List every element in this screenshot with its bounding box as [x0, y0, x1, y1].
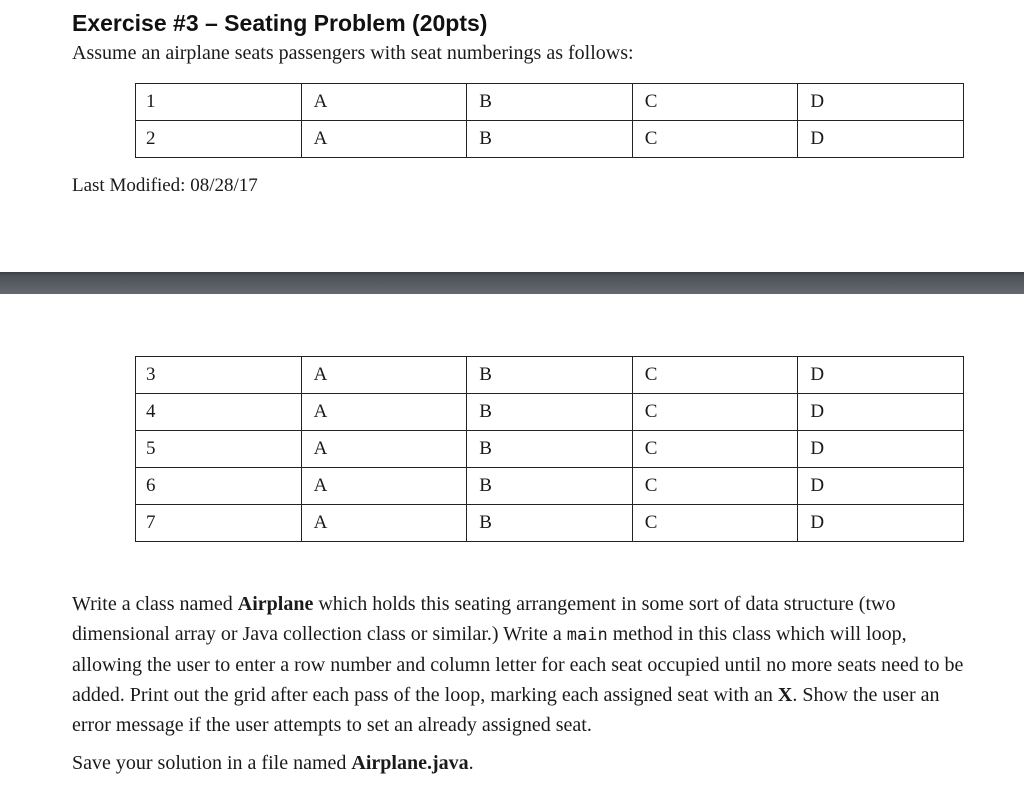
seat-cell: B — [467, 84, 633, 121]
table-row — [136, 84, 964, 121]
description-text: method in this class which will loop, allowing the user to enter a row number and column letter for each seat occupied until no more seats need to be added. Print out the grid after each pass of the loop, marking each assigned seat with an — [72, 623, 964, 706]
last-modified-footer: Last Modified: 08/28/17 — [72, 175, 258, 196]
seat-cell: A — [301, 84, 467, 121]
seat-cell: D — [798, 84, 964, 121]
exercise-title: Exercise #3 – Seating Problem (20pts) — [72, 10, 488, 36]
description-text: . Show the user an error message if the user attempts to set an already assigned seat. — [72, 684, 940, 736]
table-row — [136, 121, 964, 158]
seat-cell: D — [798, 394, 964, 431]
seat-cell: C — [632, 468, 798, 505]
seat-cell: C — [632, 431, 798, 468]
seat-cell: C — [632, 84, 798, 121]
seat-cell: D — [798, 357, 964, 394]
save-instruction — [72, 752, 474, 775]
row-number-cell: 1 — [136, 84, 302, 121]
table-row — [136, 431, 964, 468]
seat-cell: B — [467, 121, 633, 158]
seat-mark: X — [777, 684, 793, 706]
table-row — [136, 505, 964, 542]
seat-table-page-2 — [135, 356, 964, 542]
save-suffix: . — [468, 752, 474, 774]
save-text: Save your solution in a file named — [72, 752, 352, 774]
filename: Airplane.java — [351, 752, 469, 774]
seat-cell: C — [632, 357, 798, 394]
seat-cell: A — [301, 468, 467, 505]
seat-cell: B — [467, 468, 633, 505]
seat-cell: D — [798, 505, 964, 542]
seat-cell: D — [798, 468, 964, 505]
seat-table-body — [136, 357, 964, 542]
seat-cell: A — [301, 505, 467, 542]
seat-table-body — [136, 84, 964, 158]
assignment-description — [72, 589, 972, 740]
class-name: Airplane — [237, 593, 314, 615]
row-number-cell: 2 — [136, 121, 302, 158]
seat-cell: B — [467, 394, 633, 431]
method-name-code: main — [566, 625, 608, 645]
seat-cell: C — [632, 505, 798, 542]
row-number-cell: 6 — [136, 468, 302, 505]
document-page-1 — [0, 0, 1024, 272]
table-row — [136, 394, 964, 431]
seat-cell: C — [632, 121, 798, 158]
row-number-cell: 4 — [136, 394, 302, 431]
seat-table-page-1 — [135, 83, 964, 158]
seat-cell: B — [467, 431, 633, 468]
table-row — [136, 468, 964, 505]
table-row — [136, 357, 964, 394]
row-number-cell: 3 — [136, 357, 302, 394]
description-text: Write a class named — [72, 593, 238, 615]
row-number-cell: 5 — [136, 431, 302, 468]
seat-cell: D — [798, 431, 964, 468]
seat-cell: C — [632, 394, 798, 431]
seat-cell: B — [467, 505, 633, 542]
seat-cell: A — [301, 394, 467, 431]
intro-text: Assume an airplane seats passengers with seat numberings as follows: — [72, 42, 634, 64]
seat-cell: B — [467, 357, 633, 394]
description-text: which holds this seating arrangement in some sort of data structure (two dimensional array or Java collection class or similar.) Write a — [72, 593, 896, 645]
seat-cell: A — [301, 431, 467, 468]
row-number-cell: 7 — [136, 505, 302, 542]
seat-cell: A — [301, 121, 467, 158]
document-page-2 — [0, 294, 1024, 810]
seat-cell: A — [301, 357, 467, 394]
seat-cell: D — [798, 121, 964, 158]
page-break-divider — [0, 272, 1024, 294]
